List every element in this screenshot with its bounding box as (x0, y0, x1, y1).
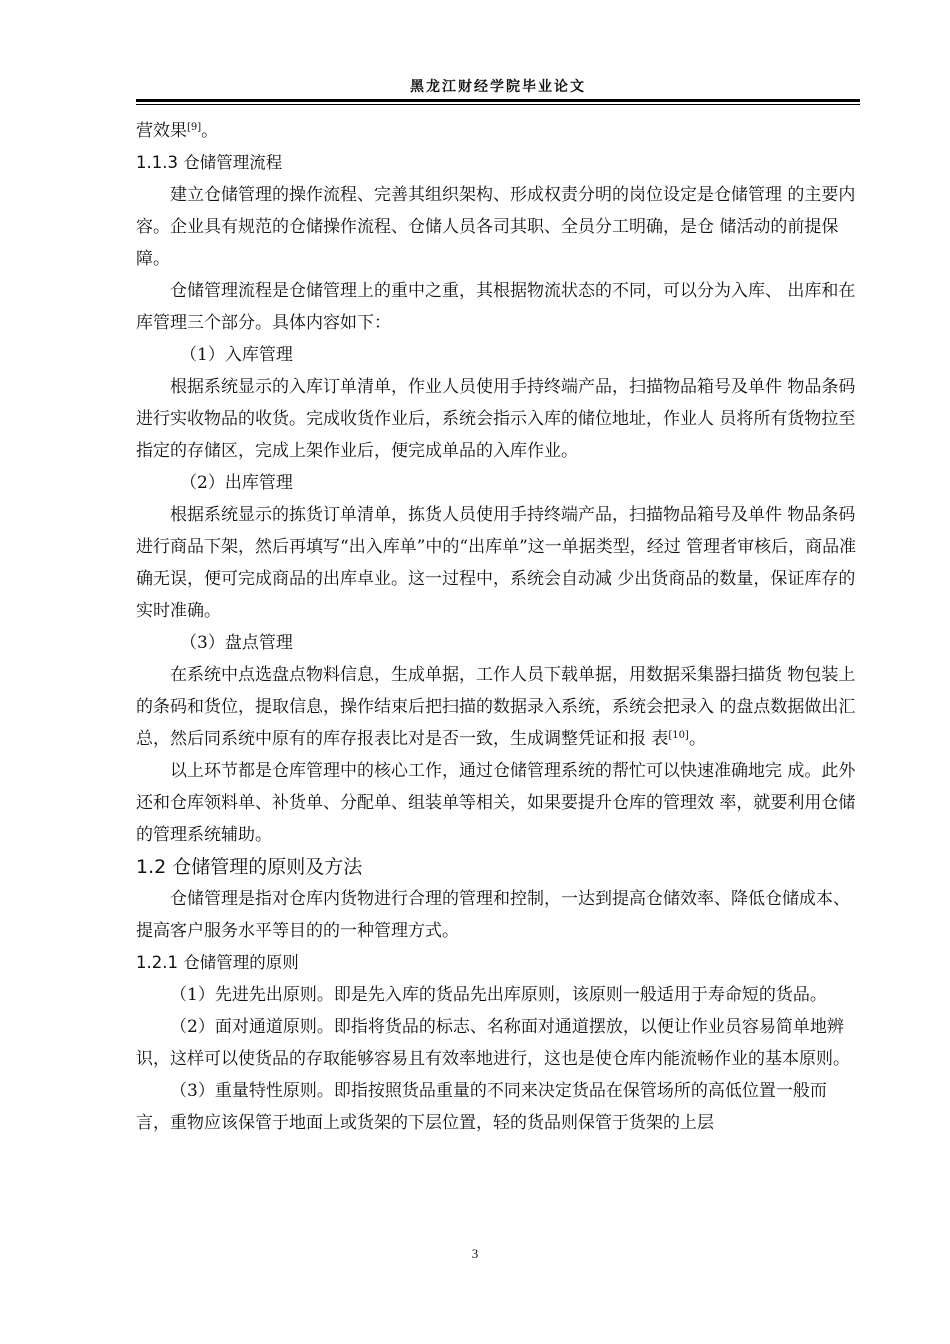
paragraph: 建立仓储管理的操作流程、完善其组织架构、形成权责分明的岗位设定是仓储管理 的主要内容。企业具有规范的仓储操作流程、仓储人员各司其职、全员分工明确，是仓 储活动的前提保障。 (136, 185, 856, 269)
paragraph: 根据系统显示的入库订单清单，作业人员使用手持终端产品，扫描物品箱号及单件 物品条码进行实收物品的收货。完成收货作业后，系统会指示入库的储位地址，作业人 员将所有货物拉至指定的存储区，完成上架作业后，便完成单品的入库作业。 (136, 377, 856, 461)
running-header: 黑龙江财经学院毕业论文 (410, 79, 586, 95)
paragraph-continuation: 营效果[9]。 (136, 121, 219, 141)
paragraph: 仓储管理流程是仓储管理上的重中之重，其根据物流状态的不同，可以分为入库、 出库和在库管理三个部分。具体内容如下： (136, 281, 856, 333)
paragraph: （3）重量特性原则。即指按照货品重量的不同来决定货品在保管场所的高低位置一般而言，重物应该保管于地面上或货架的下层位置，轻的货品则保管于货架的上层 (136, 1081, 827, 1133)
list-item-heading: （2）出库管理 (180, 473, 293, 493)
section-heading-1-2: 1.2 仓储管理的原则及方法 (136, 856, 363, 878)
page-number: 3 (471, 1246, 479, 1261)
paragraph: 以上环节都是仓库管理中的核心工作，通过仓储管理系统的帮忙可以快速准确地完 成。此外还和仓库领料单、补货单、分配单、组装单等相关，如果要提升仓库的管理效 率，就要利用仓储的管理系统辅助。 (136, 761, 856, 845)
list-item-heading: （1）入库管理 (180, 345, 293, 365)
paragraph: （2）面对通道原则。即指将货品的标志、名称面对通道摆放，以便让作业员容易简单地辨识，这样可以使货品的存取能够容易且有效率地进行，这也是使仓库内能流畅作业的基本原则。 (136, 1017, 850, 1069)
paragraph: 仓储管理是指对仓库内货物进行合理的管理和控制，一达到提高仓储效率、降低仓储成本、提高客户服务水平等目的的一种管理方式。 (136, 889, 850, 941)
header-rule-thin (136, 104, 860, 105)
paragraph: （1）先进先出原则。即是先入库的货品先出库原则，该原则一般适用于寿命短的货品。 (170, 985, 827, 1005)
section-heading-1-1-3: 1.1.3 仓储管理流程 (136, 153, 283, 172)
citation: [10] (668, 730, 689, 741)
list-item-heading: （3）盘点管理 (180, 633, 293, 653)
citation: [9] (187, 122, 202, 133)
header-rule-thick (136, 99, 860, 102)
paragraph: 在系统中点选盘点物料信息，生成单据，工作人员下载单据，用数据采集器扫描货 物包装上的条码和货位，提取信息，操作结束后把扫描的数据录入系统，系统会把录入 的盘点数据做出汇总，然后同系统中原有的库存报表比对是否一致，生成调整凭证和报 表[10]。 (136, 665, 856, 749)
section-heading-1-2-1: 1.2.1 仓储管理的原则 (136, 953, 299, 972)
body-text (136, 115, 860, 1139)
paragraph: 根据系统显示的拣货订单清单，拣货人员使用手持终端产品，扫描物品箱号及单件 物品条码进行商品下架，然后再填写“出入库单”中的“出库单”这一单据类型，经过 管理者审核后，商品准确无误，便可完成商品的出库卓业。这一过程中，系统会自动减 少出货商品的数量，保证库存的实时准确。 (136, 505, 857, 621)
